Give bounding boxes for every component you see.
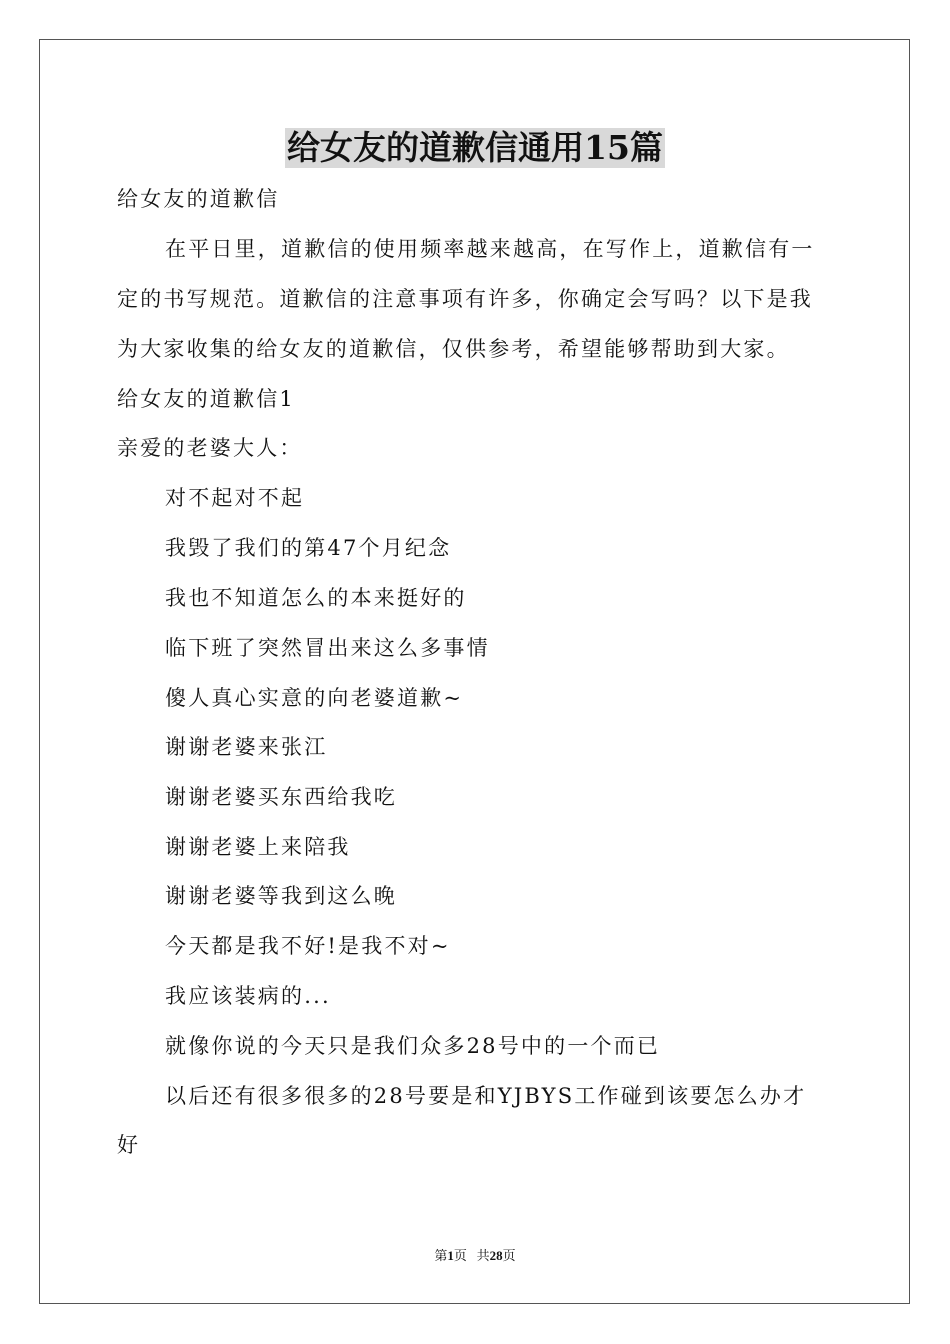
letter-line: 谢谢老婆等我到这么晚 [165, 884, 397, 908]
letter-line: 今天都是我不好!是我不对~ [165, 934, 451, 958]
letter-line: 谢谢老婆来张江 [165, 735, 328, 759]
intro-heading: 给女友的道歉信 [117, 187, 280, 211]
paragraph-line: 在平日里，道歉信的使用频率越来越高，在写作上，道歉信有一 [165, 237, 815, 261]
letter-line: 以后还有很多很多的28号要是和YJBYS工作碰到该要怎么办才 [165, 1084, 807, 1108]
paragraph-line: 为大家收集的给女友的道歉信，仅供参考，希望能够帮助到大家。 [117, 337, 790, 361]
page-number: 1 [447, 1248, 454, 1263]
page-border [39, 39, 910, 1304]
title-container [0, 128, 950, 168]
page-prefix: 第 [434, 1248, 448, 1263]
letter-line: 对不起对不起 [165, 486, 305, 510]
document-title: 给女友的道歉信通用15篇 [287, 128, 663, 167]
page-footer [0, 1247, 950, 1265]
section-heading: 给女友的道歉信1 [117, 387, 295, 411]
letter-line: 谢谢老婆上来陪我 [165, 835, 351, 859]
letter-line: 好 [117, 1133, 141, 1157]
letter-line: 我应该装病的... [165, 984, 331, 1008]
total-prefix: 共 [476, 1248, 490, 1263]
letter-line: 我也不知道怎么的本来挺好的 [165, 586, 467, 610]
paragraph-line: 定的书写规范。道歉信的注意事项有许多，你确定会写吗？以下是我 [117, 287, 813, 311]
page-suffix: 页 [453, 1248, 467, 1263]
total-suffix: 页 [502, 1248, 516, 1263]
letter-line: 谢谢老婆买东西给我吃 [165, 785, 397, 809]
letter-line: 临下班了突然冒出来这么多事情 [165, 636, 490, 660]
letter-line: 傻人真心实意的向老婆道歉~ [165, 686, 464, 710]
salutation: 亲爱的老婆大人： [117, 436, 303, 460]
letter-line: 就像你说的今天只是我们众多28号中的一个而已 [165, 1034, 661, 1058]
total-pages: 28 [489, 1248, 503, 1263]
letter-line: 我毁了我们的第47个月纪念 [165, 536, 452, 560]
